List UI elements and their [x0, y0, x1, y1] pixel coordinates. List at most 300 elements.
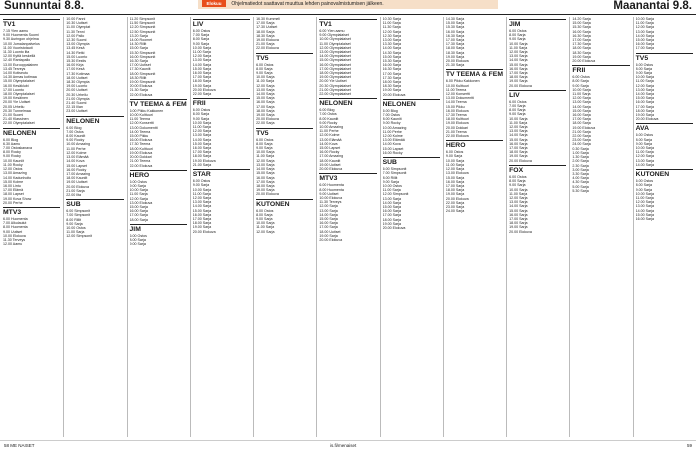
program-entry: 18.00 Sarja	[129, 217, 148, 222]
program-entry: 6.00 Ostos	[635, 133, 654, 138]
channel-heading: LIV	[509, 90, 566, 100]
program-entry: 16.00 Sarja	[192, 71, 212, 76]
program-entry: 19.00 Kesäinen	[3, 96, 28, 101]
program-entry: 16.30 Kummeli	[256, 17, 281, 21]
program-entry: 6.00 Simpsonit	[382, 167, 407, 172]
program-entry: 17.00 Sarja	[319, 225, 338, 230]
program-entry: 15.00 Sarja	[509, 137, 528, 142]
channel-heading: AVA	[636, 123, 693, 133]
program-entry: 7.00 Simpsonit	[66, 213, 91, 218]
program-entry: 16.00 Elokuva	[445, 108, 469, 113]
left-page-day-title: Sunnuntai 8.8.	[4, 0, 84, 12]
program-entry: 9.00 Sarja	[509, 112, 526, 117]
program-entry: 12.00 Sarja	[572, 96, 591, 101]
program-entry: 10.00 Sarja	[509, 41, 528, 46]
program-entry: 18.00 Uutiset	[319, 229, 341, 234]
channel-heading: TV TEEMA & FEM	[129, 100, 187, 108]
program-entry: 18.30 Sarja	[382, 84, 401, 89]
program-entry: 18.00 Sarja	[509, 150, 528, 155]
program-entry: 19.00 Uutiset	[66, 180, 88, 185]
program-entry: 11.00 Sarja	[635, 79, 654, 84]
program-entry: 17.00 Elämä	[3, 188, 24, 193]
program-entry: 17.00 Sarja	[129, 213, 148, 218]
program-entry: 9.00 Sarja	[256, 71, 273, 76]
program-entry: 13.00 Sarja	[635, 87, 655, 92]
program-entry: 23.00 Sarja	[572, 138, 591, 143]
page-footer	[0, 440, 696, 450]
program-entry: 12.00 Pallo	[66, 33, 85, 38]
listing-column	[380, 17, 440, 437]
program-entry: 12.00 Sarja	[635, 25, 655, 30]
program-entry: 10.00 Sarja	[256, 150, 275, 155]
program-entry: 14.00 Teema	[445, 100, 467, 105]
program-entry: 19.00 Sarja	[256, 188, 275, 193]
program-entry: 18.00 Sarja	[256, 108, 275, 113]
program-entry: 11.00 Teema	[445, 87, 467, 92]
program-entry: 20.00 Elokuva	[192, 87, 216, 92]
program-entry: 13.00 Sarja	[382, 38, 401, 43]
program-entry: 8.00 Huomenta	[319, 187, 344, 192]
program-entry: 6.00 Ostos	[635, 179, 654, 184]
program-entry: 15.00 Kolme	[3, 179, 24, 184]
program-entry: 12.00 Sarja	[256, 158, 275, 163]
program-entry: 18.00 Sarja	[382, 217, 401, 222]
program-entry: 16.00 Sarja	[635, 42, 655, 47]
program-entry: 21.40 Suomi	[66, 101, 87, 106]
program-entry: 10.00 Sarja	[256, 221, 275, 226]
program-entry: 15.00 Sarja	[382, 54, 401, 59]
listing-column	[569, 17, 629, 437]
program-entry: 18.00 Sarja	[572, 121, 591, 126]
program-entry: 14.00 Sarja	[509, 204, 528, 209]
program-entry: 12.30 Sarja	[382, 33, 401, 38]
program-entry: 7.15 Ylen aamu	[3, 29, 29, 33]
right-page-day-title: Maanantai 9.8.	[613, 0, 692, 12]
program-entry: 14.00 Sarja	[635, 208, 655, 213]
program-entry: 11.00 Sarja	[256, 225, 275, 230]
program-entry: 18.00 Uutiset	[66, 75, 88, 80]
program-entry: 16.30 Sarja	[445, 33, 465, 38]
program-entry: 10.00 Amazing	[319, 125, 344, 130]
program-entry: 13.00 Elämää	[382, 138, 405, 143]
channel-heading: FOX	[509, 165, 566, 175]
program-entry: 17.00 Sarja	[382, 71, 401, 76]
program-entry: 18.30 Rillit	[129, 75, 147, 80]
program-entry: 17.00 Sarja	[509, 216, 528, 221]
channel-heading: TV TEEMA & FEM	[445, 71, 504, 79]
program-entry: 6.00 Ostos	[129, 179, 147, 184]
program-entry: 13.00 Sarja	[319, 208, 338, 213]
program-entry: 15.00 Lapset	[319, 146, 341, 151]
program-entry: 19.00 Luonto	[66, 84, 88, 89]
program-entry: 14.00 Sarja	[635, 92, 655, 97]
program-entry: 20.00 Yle Uutiset	[319, 79, 347, 84]
listing-column	[63, 17, 123, 437]
program-entry: 10.00 Sarja	[635, 17, 655, 21]
program-entry: 6.00 Ostos	[256, 208, 274, 213]
program-entry: 8.00 Sarja	[635, 66, 653, 71]
notice-banner	[198, 0, 498, 9]
program-entry: 8.00 Rocky	[3, 150, 21, 155]
program-entry: 10.30 Sarja	[382, 17, 401, 21]
program-entry: 17.00 Sarja	[256, 21, 275, 26]
program-entry: 13.00 Sarja	[509, 129, 528, 134]
program-entry: 6.00 Pikku Kakkonen	[445, 79, 480, 84]
program-entry: 9.00 Sarja	[635, 141, 653, 146]
channel-heading: HERO	[130, 170, 187, 180]
program-entry: 20.00 Elokuva	[319, 237, 343, 242]
program-entry: 8.00 Kauniit	[382, 117, 402, 122]
program-entry: 13.00 Sarja	[192, 58, 212, 63]
program-entry: 11.00 Sarja	[66, 230, 85, 235]
program-entry: 18.00 Sarja	[572, 46, 591, 51]
program-entry: 13.00 Elämää	[66, 155, 89, 160]
channel-heading: TV1	[319, 19, 376, 29]
program-entry: 16.00 Sarja	[256, 175, 275, 180]
program-entry: 12.00 Sarja	[319, 204, 338, 209]
header-rule	[0, 14, 696, 15]
program-entry: 13.00 Elokuva	[445, 171, 469, 176]
program-entry: 12.40 Rantapallo	[3, 58, 31, 63]
program-entry: 22.00 Sarja	[256, 121, 275, 126]
program-entry: 11.00 Sarja	[635, 150, 654, 155]
program-entry: 11.00 Teema	[129, 117, 150, 122]
program-entry: 16.00 Rocky	[319, 150, 340, 155]
program-entry: 12.00 Kolme	[382, 134, 403, 139]
program-entry: 10.00 Kulttuuri	[445, 83, 470, 88]
program-entry: 9.00 Sarja	[635, 71, 653, 76]
program-entry: 17.30 Kauniit	[129, 67, 151, 72]
program-entry: 10.00 Elokuva	[319, 195, 343, 200]
program-entry: 19.00 Sarja	[319, 233, 338, 238]
program-entry: 10.00 Kulttuuri	[129, 113, 153, 118]
program-entry: 19.00 Sarja	[256, 113, 275, 118]
program-entry: 17.00 Luonto	[3, 87, 24, 92]
program-entry: 17.00 Olympialaiset	[319, 66, 351, 71]
program-entry: 18.00 Sarja	[445, 46, 465, 51]
program-entry: 15.00 Luonto	[66, 54, 88, 59]
program-entry: 14.00 Sarja	[256, 167, 275, 172]
program-entry: 16.00 Sarja	[572, 113, 591, 118]
program-entry: 22.00 Elokuva	[445, 134, 469, 139]
program-entry: 19.00 Sarja	[192, 83, 212, 88]
program-entry: 10.00 Sarja	[129, 188, 148, 193]
program-entry: 7.00 Sarja	[509, 104, 526, 109]
channel-heading: KUTONEN	[636, 169, 693, 179]
program-entry: 14.20 Sarja	[572, 17, 591, 21]
program-entry: 19.00 Simpsonit	[129, 80, 156, 85]
program-entry: 7.00 Ostos	[382, 113, 400, 118]
channel-heading: FRII	[572, 65, 629, 75]
program-entry: 17.00 Sarja	[572, 38, 591, 43]
program-entry: 13.00 Sarja	[256, 87, 275, 92]
banner-text: Ohjelmatiedot saattavat muuttua lehden painovalmistumisen jälkeen.	[231, 1, 384, 7]
channel-heading: SUB	[66, 199, 123, 209]
program-entry: 21.00 Suomi	[3, 113, 24, 118]
program-entry: 17.30 Uutiset	[256, 25, 278, 30]
program-entry: 16.00 Sarja	[509, 141, 528, 146]
channel-heading: KUTONEN	[256, 199, 313, 209]
program-entry: 13.45 Kesä	[66, 46, 85, 51]
program-entry: 14.00 Sarja	[192, 204, 212, 209]
program-entry: 18.00 Olympialaiset	[3, 92, 35, 97]
program-entry: 12.00 Sarja	[509, 125, 528, 130]
program-entry: 6.00 Ostos	[256, 62, 274, 67]
program-entry: 16.00 Sarja	[445, 29, 465, 34]
program-entry: 11.00 Sarja	[256, 154, 275, 159]
program-entry: 12.00 Simpsonit	[66, 234, 93, 239]
program-entry: 8.00 Sarja	[192, 112, 210, 117]
program-entry: 13.30 Sarja	[382, 42, 401, 47]
program-entry: 11.00 Olympiat	[66, 25, 91, 30]
program-entry: 10.00 Ostos	[382, 183, 402, 188]
program-entry: 9.00 Sarja	[256, 216, 273, 221]
program-entry: 18.00 Sarja	[635, 108, 655, 113]
program-entry: 20.00 Elokuva	[509, 83, 532, 88]
program-entry: 21.30 Sarja	[129, 88, 148, 93]
program-entry: 21.00 Sarja	[192, 162, 212, 167]
program-entry: 22.00 Olympialaiset	[3, 121, 35, 126]
program-entry: 6.00 Blog	[382, 108, 398, 113]
program-entry: 20.00 Elokuva	[572, 59, 596, 64]
program-entry: 22.00 Olympialaiset	[319, 92, 351, 97]
footer-left: 58 ME NAISET	[4, 443, 35, 448]
channel-heading: STAR	[193, 169, 250, 179]
program-entry: 11.50 Simpsonit	[129, 21, 156, 26]
listing-column	[443, 17, 503, 437]
footer-right: 59	[686, 443, 692, 448]
program-entry: 16.00 Sarja	[192, 146, 212, 151]
program-entry: 3.00 Sarja	[572, 167, 589, 172]
program-entry: 22.00 Elokuva	[129, 163, 153, 168]
program-entry: 12.00 Sarja	[382, 29, 401, 34]
program-entry: 11.00 Sarja	[382, 188, 401, 193]
program-entry: 20.00 Elokuva	[66, 184, 90, 189]
program-entry: 15.00 Lapset	[382, 146, 404, 151]
program-entry: 6.00 Pikku Kakkonen	[129, 108, 164, 113]
program-entry: 17.30 Sarja	[572, 42, 591, 47]
program-entry: 7.00 Simpsonit	[382, 171, 407, 176]
program-entry: 11.00 Vuoristotauti	[3, 45, 33, 50]
program-entry: 9.00 Sarja	[509, 37, 526, 42]
program-entry: 17.00 Sarja	[256, 104, 275, 109]
program-entry: 14.00 Roomet	[129, 38, 153, 43]
program-entry: 8.00 Sarja	[509, 179, 526, 184]
program-entry: 17.30 Teema	[129, 142, 151, 147]
program-entry: 20.00 Elokuva	[382, 225, 406, 230]
program-entry: 13.00 Sarja	[192, 133, 212, 138]
program-entry: 15.30 Eestis	[66, 59, 87, 64]
program-entry: 20.00 Elokuva	[635, 117, 659, 122]
program-entry: 13.00 Eurooppalainen	[3, 62, 39, 67]
program-entry: 14.00 Sarja	[509, 133, 528, 138]
program-entry: 16.30 Sarja	[382, 67, 401, 72]
program-entry: 16.00 Olympialaiset	[319, 62, 351, 67]
program-entry: 15.00 Lapset	[66, 163, 88, 168]
program-entry: 18.00 Kulttuuri	[129, 146, 153, 151]
program-entry: 20.30 Urheilu	[66, 92, 88, 97]
channel-heading: TV5	[256, 128, 313, 138]
program-entry: 17.00 Uutiset	[129, 63, 151, 68]
program-entry: 16.00 Sarja	[129, 209, 148, 214]
program-entry: 8.00 Kauniit	[319, 116, 339, 121]
program-entry: 13.00 Sarja	[192, 200, 212, 205]
program-entry: 8.00 Sarja	[635, 137, 653, 142]
program-entry: 16.00 Kirja	[66, 63, 84, 68]
program-entry: 21.00 Teema	[445, 129, 467, 134]
program-entry: 16.00 Sarja	[445, 179, 465, 184]
program-entry: 17.00 Amazing	[319, 154, 344, 159]
program-entry: 18.00 Sarja	[509, 221, 528, 226]
program-entry: 21.00 Olympialaiset	[319, 87, 351, 92]
program-entry: 22.00 Elokuva	[129, 92, 153, 97]
program-entry: 17.00 Sarja	[445, 183, 465, 188]
program-entry: 11.00 Sarja	[572, 92, 591, 97]
program-entry: 20.05 Urheilu	[3, 104, 25, 109]
channel-heading: LIV	[193, 19, 250, 29]
program-entry: 8.00 Sarja	[256, 141, 273, 146]
program-entry: 16.00 Sarja	[635, 216, 655, 221]
program-entry: 2.00 Sarja	[572, 159, 589, 164]
program-entry: 13.00 Amazing	[3, 171, 27, 176]
program-entry: 19.00 Sarja	[509, 79, 528, 84]
program-entry: 11.00 Sarja	[382, 21, 401, 26]
program-entry: 14.00 Sarja	[509, 58, 528, 63]
program-entry: 14.00 Sarja	[382, 46, 401, 51]
program-entry: 19.00 Sarja	[509, 225, 528, 230]
program-entry: 11.30 Terveys	[3, 237, 26, 242]
program-entry: 9.00 Sarja	[256, 146, 273, 151]
program-entry: 21.00 Sarja	[66, 188, 85, 193]
program-entry: 18.00 Sarja	[192, 154, 212, 159]
program-entry: 15.00 Sarja	[192, 66, 212, 71]
program-entry: 18.00 Sarja	[382, 80, 401, 85]
program-entry: 16.00 Sarja	[319, 221, 338, 226]
program-entry: 20.00 Elokuva	[509, 229, 532, 234]
program-entry: 14.00 Sarja	[192, 62, 212, 67]
channel-heading: MTV3	[319, 173, 376, 183]
program-entry: 18.00 Sarja	[445, 188, 465, 193]
program-entry: 12.00 Sarja	[192, 195, 212, 200]
program-entry: 6.00 Blog	[3, 137, 19, 142]
program-entry: 11.00 Sarja	[445, 162, 464, 167]
program-entry: 8.00 Sarja	[129, 237, 146, 242]
program-entry: 16.00 Simpsonit	[129, 54, 156, 59]
program-entry: 22.00 Ilta	[66, 192, 82, 197]
program-entry: 12.00 Sarja	[509, 50, 528, 55]
program-entry: 6.30 Aamu	[3, 141, 21, 146]
program-entry: 14.00 Sarja	[256, 92, 275, 97]
program-entry: 15.00 Sarja	[192, 141, 212, 146]
channel-heading: TV5	[256, 53, 313, 63]
program-entry: 17.00 Amazing	[66, 171, 91, 176]
channel-heading: NELONEN	[383, 99, 440, 109]
program-entry: 1.00 Sarja	[572, 150, 589, 155]
program-entry: 19.00 Sarja	[445, 54, 465, 59]
program-entry: 11.30 Terveys	[319, 200, 342, 205]
program-entry: 6.00 Ostos	[129, 233, 147, 238]
program-entry: 18.00 Sarja	[509, 75, 528, 80]
program-entry: 20.00 Dokkari	[129, 155, 152, 160]
program-entry: 15.00 Sarja	[635, 212, 655, 217]
program-entry: 12.00 Sarja	[509, 195, 528, 200]
program-entry: 18.00 Sarja	[192, 221, 212, 226]
program-entry: 9.00 Uutiset	[319, 191, 339, 196]
program-entry: 14.00 Teema	[129, 129, 151, 134]
program-entry: 12.00 Sarja	[445, 167, 465, 172]
program-entry: 8.00 Rillit	[66, 217, 82, 222]
program-entry: 16.00 Sarja	[509, 66, 528, 71]
program-entry: 20.00 Dokkari	[445, 125, 469, 130]
program-entry: 9.00 Rocky	[382, 121, 401, 126]
program-entry: 19.00 Sarja	[509, 154, 528, 159]
program-entry: 17.00 Sarja	[509, 146, 528, 151]
program-entry: 16.00 Sarja	[382, 63, 401, 68]
program-entry: 15.00 Pikku	[129, 134, 149, 139]
program-entry: 9.00 Sarja	[66, 221, 83, 226]
program-entry: 15.00 Sarja	[256, 96, 275, 101]
program-entry: 18.00 Lapset	[3, 192, 24, 197]
program-entry: 6.00 Ostos	[509, 99, 527, 104]
program-entry: 13.00 Sarja	[382, 196, 401, 201]
program-entry: 11.00 Sarja	[129, 192, 148, 197]
channel-heading: HERO	[446, 140, 503, 150]
program-entry: 9.00 Rocky	[3, 154, 21, 159]
program-entry: 17.00 Sarja	[572, 117, 591, 122]
program-entry: 17.30 Teema	[445, 113, 467, 118]
program-entry: 19.00 Elokuva	[445, 121, 469, 126]
program-entry: 21.00 Sarja	[572, 129, 591, 134]
program-entry: 6.00 Ostos	[192, 29, 211, 33]
program-entry: 15.00 Olympialaiset	[3, 79, 35, 84]
channel-heading: SUB	[383, 157, 440, 167]
program-entry: 12.00 Kolme	[319, 133, 340, 138]
program-entry: 11.00 Sarja	[509, 45, 528, 50]
program-entry: 17.30 Sarja	[445, 42, 465, 47]
program-entry: 14.00 Kova	[66, 159, 85, 164]
program-entry: 11.00 Perhe	[66, 146, 86, 151]
program-entry: 16.30 Sarja	[129, 59, 148, 64]
program-entry: 10.00 Sarja	[635, 191, 655, 196]
listing-column	[3, 17, 60, 437]
program-entry: 16.00 Kesäklubi	[3, 83, 29, 88]
program-entry: 15.00 Sarja	[129, 204, 148, 209]
program-entry: 13.00 Elokuva	[129, 200, 153, 205]
program-entry: 9.00 Sarja	[572, 83, 589, 88]
program-entry: 22.00 Sarja	[445, 200, 465, 205]
program-entry: 7.00 Ostos	[66, 129, 84, 134]
program-entry: 10.00 Sarja	[509, 116, 528, 121]
program-entry: 15.00 Sarja	[572, 21, 591, 26]
program-entry: 14.00 Kadunhoito	[3, 175, 32, 180]
program-entry: 14.00 Sarja	[572, 104, 591, 109]
program-entry: 6.00 Ostos	[192, 179, 211, 184]
program-entry: 14.30 Rillit	[129, 42, 147, 47]
program-entry: 12.00 Simpsonit	[382, 192, 409, 197]
program-entry: 18.00 Kauniit	[319, 158, 341, 163]
program-entry: 18.00 Kauniit	[66, 176, 88, 181]
program-entry: 19.00 Sarja	[572, 54, 591, 59]
program-entry: 11.00 Sarja	[192, 50, 211, 55]
program-entry: 10.00 Sarja	[445, 158, 465, 163]
program-entry: 12.00 Olympialaiset	[319, 45, 351, 50]
program-entry: 19.00 Elokuva	[572, 125, 596, 130]
program-entry: 14.00 Kova	[382, 142, 401, 147]
channel-heading: NELONEN	[3, 128, 60, 138]
program-entry: 14.00 Sarja	[319, 212, 338, 217]
program-entry: 6.00 Blog	[319, 108, 335, 113]
program-entry: 23.00 Uutiset	[66, 109, 88, 114]
